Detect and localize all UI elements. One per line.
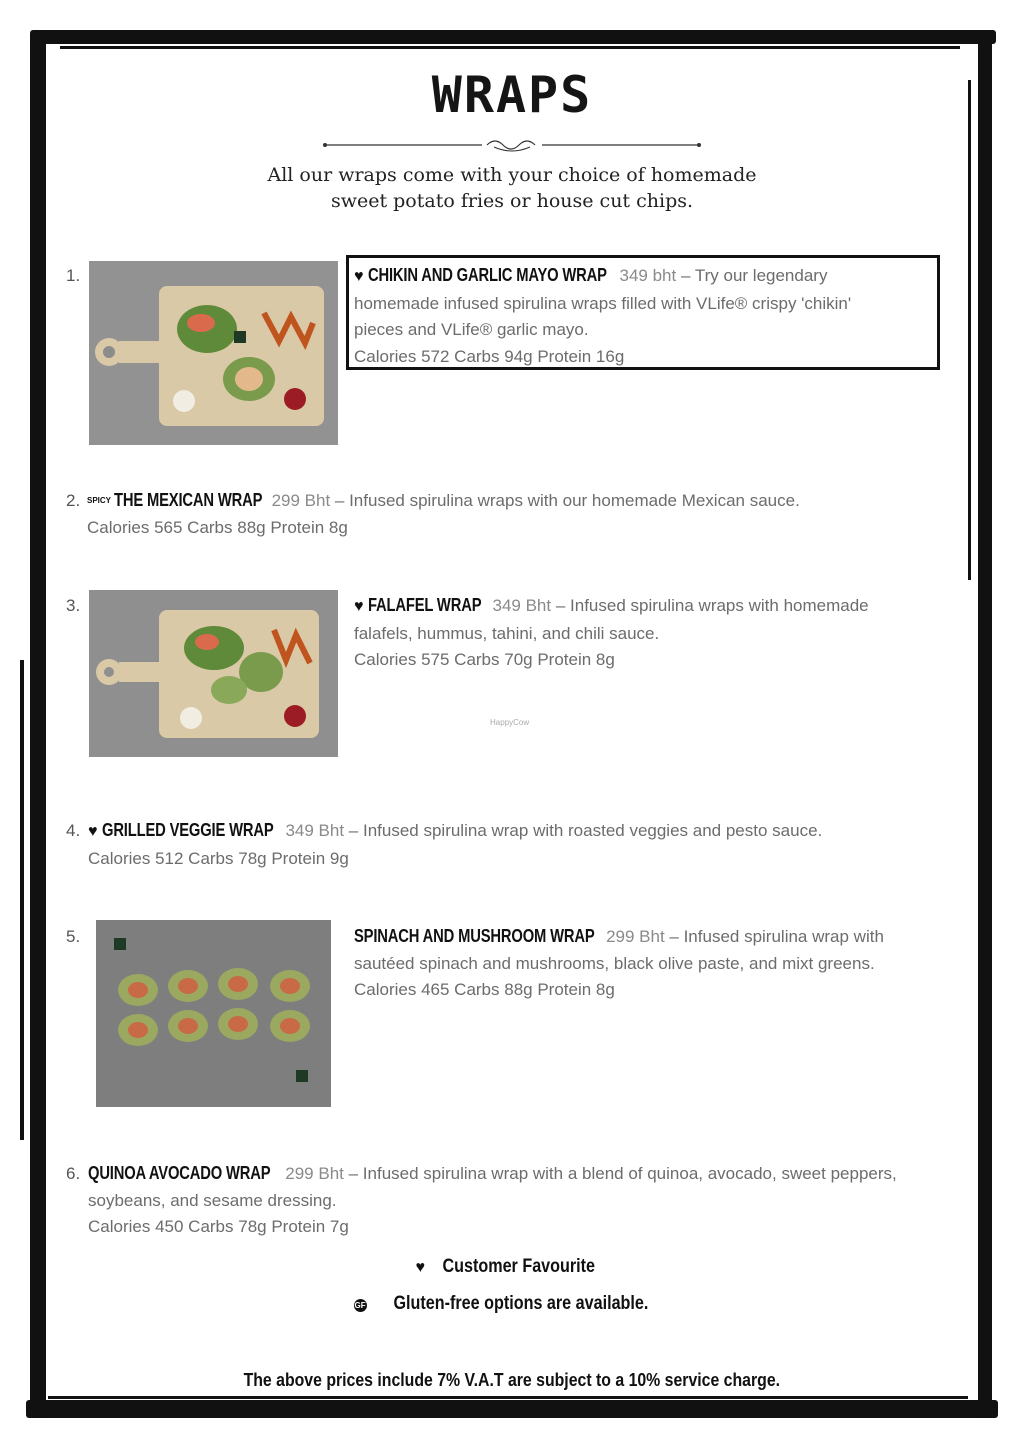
item-4-name: GRILLED VEGGIE WRAP <box>101 820 274 840</box>
divider-ornament-icon <box>322 136 702 154</box>
menu-item-2 <box>87 487 947 541</box>
footer-text: The above prices include 7% V.A.T are subject to a 10% service charge. <box>243 1370 781 1390</box>
legend-favourite <box>0 1256 1024 1278</box>
frame-bottom-border <box>26 1400 998 1418</box>
item-3-photo <box>89 590 338 757</box>
item-2-number: 2. <box>66 491 81 510</box>
legend-gluten-free-label: Gluten-free options are available. <box>393 1293 648 1314</box>
item-5-photo <box>96 920 331 1107</box>
item-3-number: 3. <box>66 596 81 615</box>
item-5-price: 299 Bht <box>606 927 665 946</box>
item-5-description-2: sautéed spinach and mushrooms, black olive paste, and mixt greens. <box>354 953 875 973</box>
item-3-name: FALAFEL WRAP <box>367 595 481 615</box>
frame-right-border-stroke <box>968 80 971 580</box>
item-1-number: 1. <box>66 266 81 285</box>
item-3-price: 349 Bht <box>492 596 552 615</box>
item-2-price: 299 Bht <box>271 491 331 510</box>
frame-top-border <box>30 30 996 44</box>
item-4-price: 349 Bht <box>285 821 345 840</box>
item-3-description-2: falafels, hummus, tahini, and chili sauce. <box>354 623 660 643</box>
intro-line-1: All our wraps come with your choice of homemade <box>267 164 757 186</box>
item-5-calories: Calories 465 Carbs 88g Protein 8g <box>354 980 615 999</box>
footer-note <box>0 1370 1024 1391</box>
spicy-badge: SPICY <box>87 496 112 505</box>
item-4-calories: Calories 512 Carbs 78g Protein 9g <box>88 848 349 868</box>
intro-text <box>0 162 1024 214</box>
heart-icon: ♥ <box>354 598 364 615</box>
frame-left-border <box>30 32 46 1417</box>
item-5-number: 5. <box>66 927 81 946</box>
page-title: WRAPS <box>431 66 593 124</box>
item-6-description-2: soybeans, and sesame dressing. <box>88 1190 337 1210</box>
item-1-photo <box>89 261 338 445</box>
item-1-calories: Calories 572 Carbs 94g Protein 16g <box>354 346 625 366</box>
item-3-calories: Calories 575 Carbs 70g Protein 8g <box>354 650 615 669</box>
item-1-price: 349 bht <box>619 266 677 285</box>
heart-icon: ♥ <box>354 268 364 285</box>
legend-favourite-label: Customer Favourite <box>442 1256 596 1277</box>
legend-gluten-free <box>0 1293 1024 1315</box>
frame-top-border-stroke <box>60 46 960 49</box>
heart-icon: ♥ <box>415 1259 425 1276</box>
heart-icon: ♥ <box>88 823 98 840</box>
item-5-name: SPINACH AND MUSHROOM WRAP <box>354 926 595 946</box>
menu-item-3 <box>354 592 936 674</box>
menu-item-5 <box>354 923 944 1004</box>
item-1-name: CHIKIN AND GARLIC MAYO WRAP <box>367 265 607 285</box>
item-2-calories: Calories 565 Carbs 88g Protein 8g <box>87 517 348 537</box>
item-5-description-1: – Infused spirulina wrap with <box>669 927 884 946</box>
item-4-number: 4. <box>66 821 81 840</box>
watermark: HappyCow <box>490 718 530 727</box>
item-6-name: QUINOA AVOCADO WRAP <box>88 1163 271 1183</box>
frame-right-border <box>978 32 992 1417</box>
menu-item-4 <box>88 817 948 872</box>
intro-line-2: sweet potato fries or house cut chips. <box>330 190 694 212</box>
item-1-description-3: pieces and VLife® garlic mayo. <box>354 320 589 339</box>
menu-item-1 <box>354 262 936 370</box>
item-2-description-1: – Infused spirulina wraps with our homemade Mexican sauce. <box>334 491 800 510</box>
gluten-free-icon: GF <box>354 1301 366 1310</box>
item-6-price: 299 Bht <box>285 1164 344 1183</box>
frame-left-border-stroke <box>20 660 24 1140</box>
item-4-description-1: – Infused spirulina wrap with roasted veggies and pesto sauce. <box>348 821 823 840</box>
item-6-calories: Calories 450 Carbs 78g Protein 7g <box>88 1217 349 1236</box>
item-6-description-1: – Infused spirulina wrap with a blend of quinoa, avocado, sweet peppers, <box>348 1164 897 1183</box>
item-6-number: 6. <box>66 1164 81 1183</box>
item-2-name: THE MEXICAN WRAP <box>114 490 263 510</box>
item-1-description-2: homemade infused spirulina wraps filled with VLife® crispy 'chikin' <box>354 293 852 313</box>
menu-item-6 <box>88 1160 948 1241</box>
item-3-description-1: – Infused spirulina wraps with homemade <box>555 596 869 615</box>
frame-bottom-border-stroke <box>48 1396 968 1399</box>
item-1-description-1: – Try our legendary <box>680 266 828 285</box>
